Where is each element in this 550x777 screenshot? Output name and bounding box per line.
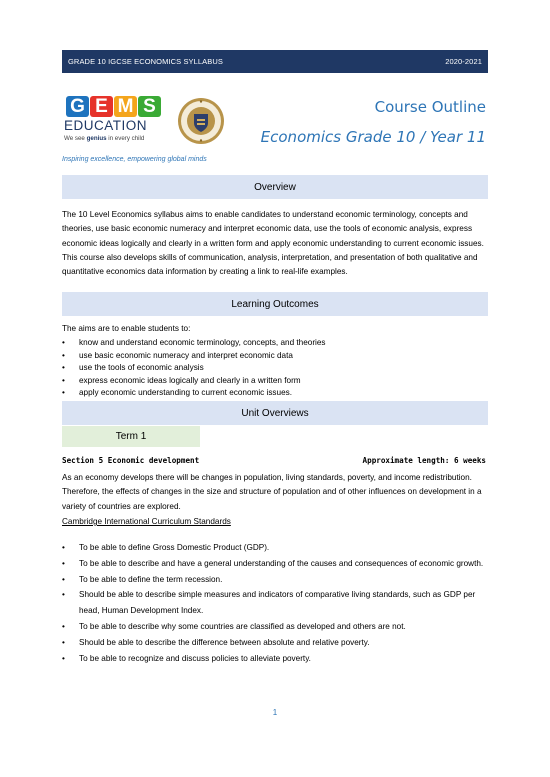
gems-logo — [62, 96, 172, 156]
standards-heading: Cambridge International Curriculum Standards — [62, 517, 231, 526]
header-year: 2020-2021 — [445, 57, 482, 66]
list-item: • apply economic understanding to current economic issues. — [62, 387, 490, 400]
list-item: • To be able to define Gross Domestic Product (GDP). — [62, 540, 490, 556]
list-item: • Should be able to describe the difference between absolute and relative poverty. — [62, 635, 490, 651]
logo-letter: S — [138, 96, 161, 117]
unit-overviews-heading: Unit Overviews — [62, 401, 488, 425]
overview-text: The 10 Level Economics syllabus aims to enable candidates to understand economic terminology, concepts and theories, use basic economic numeracy and interpret economic data, use the tools of economic analysis, express economic ideas logically and clearly in a written form and apply economic understanding to current economic issues. This course also develops skills of communication, analysis, interpretation, and presentation of both qualitative and quantitative economics data information by creating a link to real-life examples. — [62, 210, 484, 277]
list-item: • To be able to describe and have a general understanding of the causes and consequences of economic growth. — [62, 556, 490, 572]
logo-letter: M — [114, 96, 137, 117]
list-item: • Should be able to describe simple measures and indicators of comparative living standards, such as GDP per head, Human Development Index. — [62, 587, 490, 619]
logo-subtext: EDUCATION — [64, 118, 148, 133]
section-header — [62, 456, 486, 465]
list-item: • know and understand economic terminology, concepts, and theories — [62, 337, 490, 350]
learning-outcomes-list — [62, 337, 490, 400]
standards-list — [62, 540, 490, 666]
list-item: • express economic ideas logically and clearly in a written form — [62, 375, 490, 388]
logo-tagline: We see genius in every child — [64, 135, 145, 142]
logo-wordmark — [66, 96, 161, 118]
learning-outcomes-heading: Learning Outcomes — [62, 292, 488, 316]
list-item: • use basic economic numeracy and interpret economic data — [62, 350, 490, 363]
header-bar — [62, 50, 488, 73]
term-tab: Term 1 — [62, 426, 200, 447]
course-title: Course Outline — [374, 98, 486, 116]
section-length: Approximate length: 6 weeks — [362, 456, 486, 465]
tagline: Inspiring excellence, empowering global minds — [62, 156, 207, 163]
school-crest-icon — [177, 97, 225, 145]
header-title: GRADE 10 IGCSE ECONOMICS SYLLABUS — [68, 57, 224, 66]
logo-letter: E — [90, 96, 113, 117]
overview-heading: Overview — [62, 175, 488, 199]
list-item: • use the tools of economic analysis — [62, 362, 490, 375]
list-item: • To be able to describe why some countries are classified as developed and others are not. — [62, 619, 490, 635]
learning-intro: The aims are to enable students to: — [62, 324, 191, 333]
section-title: Section 5 Economic development — [62, 456, 200, 465]
page-number: 1 — [272, 708, 278, 717]
list-item: • To be able to recognize and discuss policies to alleviate poverty. — [62, 651, 490, 667]
course-subtitle: Economics Grade 10 / Year 11 — [260, 128, 486, 146]
logo-letter: G — [66, 96, 89, 117]
list-item: • To be able to define the term recession. — [62, 572, 490, 588]
section-description: As an economy develops there will be changes in population, living standards, poverty, and income redistribution. Therefore, the effects of changes in the size and structure of population and of other influences on development in a variety of countries are explored. — [62, 473, 482, 511]
